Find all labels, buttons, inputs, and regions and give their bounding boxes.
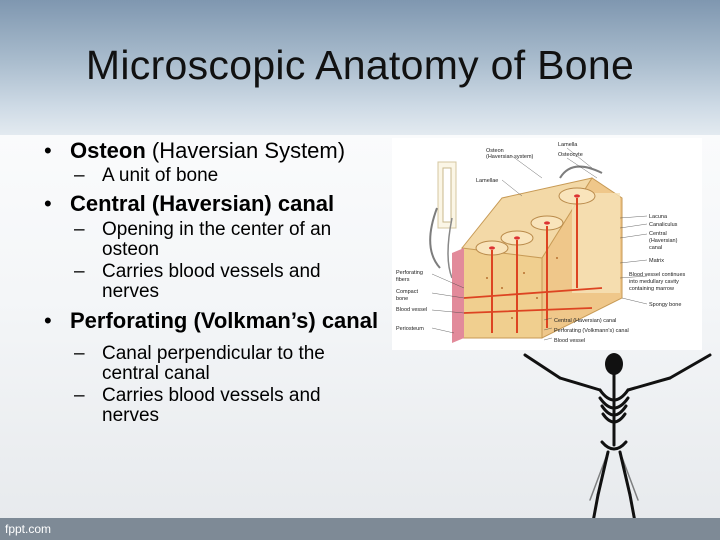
bullet-central-canal (40, 193, 380, 215)
label-haversian: (Haversian) (649, 238, 678, 244)
sub-text: Carries blood vessels and nerves (102, 385, 321, 426)
label-perforating: Perforating (396, 270, 423, 276)
bullet-osteon (40, 140, 380, 162)
bone-diagram (392, 138, 702, 350)
label-haversian-system: (Haversian system) (486, 154, 534, 160)
sub-text: A unit of bone (102, 165, 219, 186)
bone-diagram-illustration (392, 138, 702, 350)
sub-text: Carries blood vessels and nerves (102, 261, 321, 302)
label-lacuna: Lacuna (649, 214, 668, 220)
label-matrix: Matrix (649, 258, 664, 264)
sub-bullet: – Canal perpendicular to the central canal (74, 343, 325, 384)
footer-text: fppt.com (5, 522, 52, 536)
label-spongy-bone: Spongy bone (649, 302, 682, 308)
sub-bullet: – Carries blood vessels and nerves (74, 261, 321, 302)
bullet-plain: (Haversian System) (145, 138, 346, 163)
sub-bullet: – Carries blood vessels and nerves (74, 385, 321, 426)
label-containing-marrow: containing marrow (629, 286, 674, 292)
label-canaliculus: Canaliculus (649, 222, 678, 228)
label-blood-vessel-left: Blood vessel (396, 307, 428, 313)
label-osteon: Osteon (486, 148, 504, 154)
label-perforating-volkmanns-canal: Perforating (Volkmann's) canal (554, 328, 629, 334)
label-blood-vessel-continues: Blood vessel continues (629, 272, 686, 278)
bullet-dot: • (44, 138, 52, 163)
label-osteocyte: Osteocyte (558, 152, 583, 158)
label-blood-vessel-bottom: Blood vessel (554, 338, 586, 344)
label-bone: bone (396, 296, 409, 302)
bullet-dot: • (44, 191, 52, 216)
label-compact: Compact (396, 289, 419, 295)
footer-bar (0, 518, 720, 540)
label-central: Central (649, 231, 667, 237)
bullet-perforating-canal (40, 310, 380, 332)
label-periosteum: Periosteum (396, 326, 424, 332)
label-fibers: fibers (396, 277, 410, 283)
label-lamellae: Lamellae (476, 178, 499, 184)
label-medullary-cavity: into medullary cavity (629, 279, 679, 285)
bullet-list (40, 140, 380, 426)
sub-text: Opening in the center of an osteon (102, 219, 332, 260)
label-central-haversian-canal: Central (Haversian) canal (554, 318, 617, 324)
label-lamella: Lamella (558, 142, 578, 148)
bullet-bold: Osteon (70, 138, 146, 163)
skeleton-illustration (510, 350, 720, 540)
slide-title: Microscopic Anatomy of Bone (85, 42, 635, 88)
bullet-bold: Central (Haversian) canal (70, 191, 335, 216)
bullet-dot: • (44, 308, 52, 333)
bullet-bold: Perforating (Volkman’s) canal (70, 308, 379, 333)
sub-bullet: – Opening in the center of an osteon (74, 219, 332, 260)
sub-bullet: – A unit of bone (74, 165, 219, 186)
sub-text: Canal perpendicular to the central canal (102, 343, 325, 384)
label-canal: canal (649, 245, 663, 251)
